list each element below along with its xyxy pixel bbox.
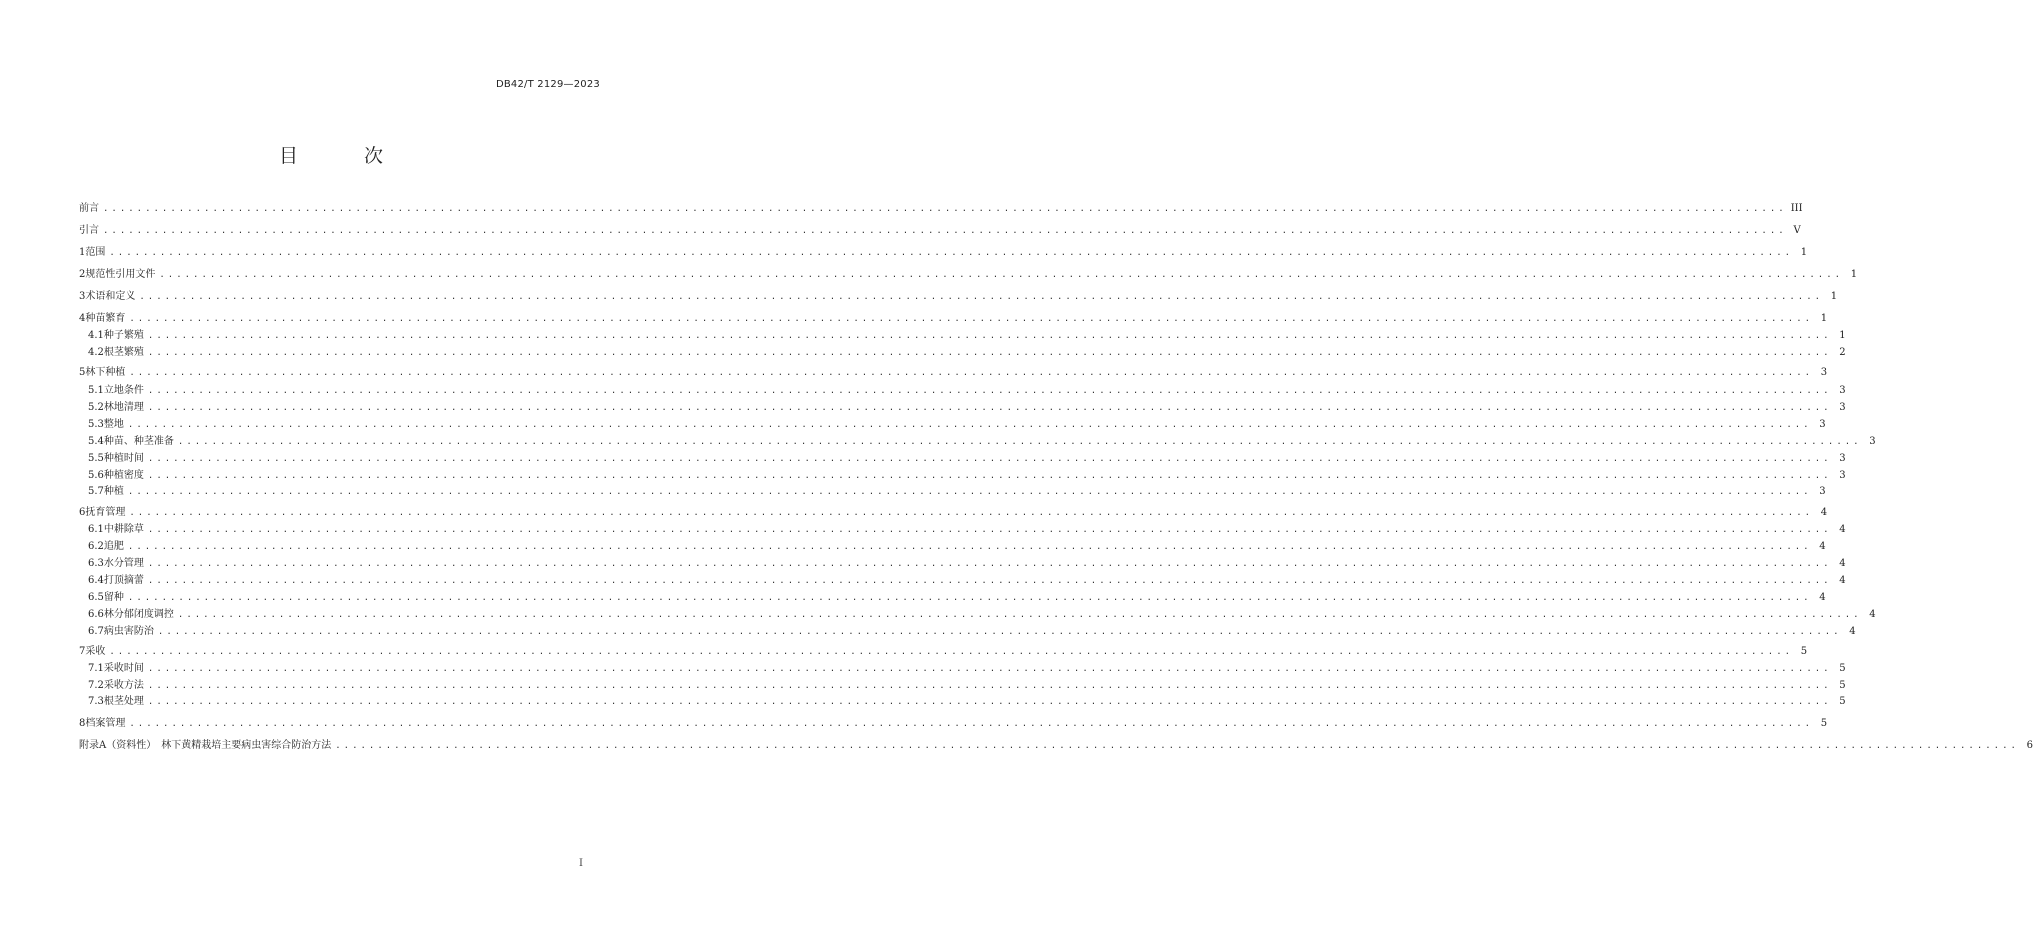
toc-entry[interactable] xyxy=(88,329,1846,343)
toc-entry[interactable] xyxy=(88,469,1846,483)
toc-entry-page: 1 xyxy=(1839,330,1846,341)
toc-entry-page: 2 xyxy=(1839,347,1846,358)
toc-leader-dots: ........................................................................................................................................................................................................ xyxy=(147,525,1832,535)
toc-entry-number: 4.1 xyxy=(88,330,104,341)
toc-entry-page: 5 xyxy=(1800,646,1808,657)
toc-leader-dots: ........................................................................................................................................................................................................ xyxy=(147,697,1832,707)
toc-leader-dots: ........................................................................................................................................................................................................ xyxy=(147,471,1832,481)
toc-entry-number: 6.6 xyxy=(88,609,104,620)
toc-leader-dots: ........................................................................................................................................................................................................ xyxy=(147,386,1832,396)
toc-entry-page: 1 xyxy=(1830,291,1838,302)
toc-entry[interactable] xyxy=(88,485,1826,499)
toc-leader-dots: ........................................................................................................................................................................................................ xyxy=(335,741,2019,751)
toc-entry-number: 6 xyxy=(79,507,86,518)
toc-entry-number: 2 xyxy=(79,269,86,280)
toc-entry-label: 种植 xyxy=(103,486,124,497)
toc-entry-page: 3 xyxy=(1820,367,1828,378)
toc-entry-page: 4 xyxy=(1820,507,1828,518)
toc-entry[interactable] xyxy=(88,418,1826,432)
toc-entry-page: 4 xyxy=(1819,541,1826,552)
toc-entry-number: 5.1 xyxy=(88,385,104,396)
toc-entry-number: 5.3 xyxy=(88,419,104,430)
toc-entry-page: 1 xyxy=(1820,313,1828,324)
toc-entry-label: 术语和定义 xyxy=(85,291,136,302)
toc-entry-number: 7.1 xyxy=(88,663,104,674)
toc-leader-dots: ........................................................................................................................................................................................................ xyxy=(127,420,1812,430)
toc-leader-dots: ........................................................................................................................................................................................................ xyxy=(147,576,1832,586)
toc-entry-number: 6.2 xyxy=(88,541,104,552)
toc-entry[interactable] xyxy=(79,268,1858,282)
toc-leader-dots: ........................................................................................................................................................................................................ xyxy=(147,454,1832,464)
toc-leader-dots: ........................................................................................................................................................................................................ xyxy=(147,403,1832,413)
toc-entry-number: 7.2 xyxy=(88,680,104,691)
toc-entry-number: 6.4 xyxy=(88,575,104,586)
toc-entry-page: V xyxy=(1793,225,1801,236)
toc-leader-dots: ........................................................................................................................................................................................................ xyxy=(127,487,1812,497)
toc-entry[interactable] xyxy=(79,366,1828,380)
toc-entry-label: 抚育管理 xyxy=(85,507,126,518)
toc-entry-number: 1 xyxy=(79,247,86,258)
toc-entry-number: 4.2 xyxy=(88,347,104,358)
toc-entry-number: 6.5 xyxy=(88,592,104,603)
toc-entry-label: 档案管理 xyxy=(85,718,126,729)
toc-entry-number: 7.3 xyxy=(88,696,104,707)
toc-entry-label: 前言 xyxy=(79,203,99,214)
toc-entry-page: 4 xyxy=(1849,626,1856,637)
toc-entry-page: 5 xyxy=(1839,663,1846,674)
toc-entry-label: 种苗、种茎准备 xyxy=(103,436,174,447)
toc-entry-page: 3 xyxy=(1819,486,1826,497)
toc-entry-number: 5.6 xyxy=(88,470,104,481)
toc-entry-number: 6.7 xyxy=(88,626,104,637)
toc-entry-number: 3 xyxy=(79,291,86,302)
toc-entry-label: 根茎处理 xyxy=(103,696,144,707)
toc-entry[interactable] xyxy=(88,557,1846,571)
toc-entry-label: 整地 xyxy=(103,419,124,430)
toc-entry[interactable] xyxy=(88,401,1846,415)
toc-leader-dots: ........................................................................................................................................................................................................ xyxy=(147,348,1832,358)
toc-leader-dots: ........................................................................................................................................................................................................ xyxy=(127,542,1812,552)
toc-entry-page: 3 xyxy=(1839,402,1846,413)
toc-entry-label: 范围 xyxy=(85,247,106,258)
page-title: 目 次 xyxy=(278,145,414,167)
toc-entry[interactable] xyxy=(88,679,1846,693)
toc-leader-dots: ........................................................................................................................................................................................................ xyxy=(103,226,1787,236)
toc-entry-page: 4 xyxy=(1869,609,1876,620)
toc-entry-label: 中耕除草 xyxy=(103,524,144,535)
toc-entry[interactable] xyxy=(88,574,1846,588)
toc-entry[interactable] xyxy=(79,202,1803,216)
toc-entry-label: 规范性引用文件 xyxy=(85,269,156,280)
toc-entry-label: 水分管理 xyxy=(103,558,144,569)
toc-entry-label: 采收方法 xyxy=(103,680,144,691)
toc-entry-label: 病虫害防治 xyxy=(103,626,154,637)
toc-entry-label: 采收 xyxy=(85,646,106,657)
toc-entry-page: 1 xyxy=(1850,269,1858,280)
toc-entry-number: 8 xyxy=(79,718,86,729)
toc-entry-label: 林地清理 xyxy=(103,402,144,413)
toc-entry-page: III xyxy=(1790,203,1803,214)
toc-entry-label: 林下种植 xyxy=(85,367,126,378)
toc-entry-label: 种子繁殖 xyxy=(103,330,144,341)
toc-leader-dots: ........................................................................................................................................................................................................ xyxy=(157,627,1842,637)
page-number: I xyxy=(579,858,583,869)
toc-entry-number: 5.4 xyxy=(88,436,104,447)
toc-entry[interactable] xyxy=(88,384,1846,398)
toc-entry-page: 3 xyxy=(1839,453,1846,464)
toc-entry-page: 3 xyxy=(1819,419,1826,430)
toc-entry[interactable] xyxy=(88,540,1826,554)
toc-entry-page: 5 xyxy=(1839,680,1846,691)
toc-entry-page: 3 xyxy=(1839,470,1846,481)
toc-leader-dots: ........................................................................................................................................................................................................ xyxy=(147,664,1832,674)
toc-entry[interactable] xyxy=(88,662,1846,676)
toc-leader-dots: ........................................................................................................................................................................................................ xyxy=(129,368,1814,378)
toc-leader-dots: ........................................................................................................................................................................................................ xyxy=(127,593,1812,603)
toc-entry-label: 林分郁闭度调控 xyxy=(103,609,174,620)
toc-entry-label: 采收时间 xyxy=(103,663,144,674)
toc-entry-page: 6 xyxy=(2026,740,2033,751)
toc-entry[interactable] xyxy=(88,435,1876,449)
toc-entry-number: 5.7 xyxy=(88,486,104,497)
toc-entry[interactable] xyxy=(79,312,1828,326)
toc-entry-page: 1 xyxy=(1800,247,1808,258)
toc-entry-number: 4 xyxy=(79,313,86,324)
toc-entry-label: 种苗繁育 xyxy=(85,313,126,324)
toc-leader-dots: ........................................................................................................................................................................................................ xyxy=(129,508,1814,518)
toc-entry[interactable] xyxy=(88,625,1856,639)
toc-leader-dots: ........................................................................................................................................................................................................ xyxy=(147,331,1832,341)
toc-entry-page: 4 xyxy=(1839,524,1846,535)
toc-entry-number: 6.1 xyxy=(88,524,104,535)
toc-leader-dots: ........................................................................................................................................................................................................ xyxy=(147,559,1832,569)
toc-leader-dots: ........................................................................................................................................................................................................ xyxy=(129,314,1814,324)
toc-entry-number: 5 xyxy=(79,367,86,378)
toc-entry[interactable] xyxy=(79,506,1828,520)
toc-leader-dots: ........................................................................................................................................................................................................ xyxy=(129,719,1814,729)
toc-entry-number: 5.2 xyxy=(88,402,104,413)
toc-leader-dots: ........................................................................................................................................................................................................ xyxy=(109,647,1794,657)
toc-entry-number: 5.5 xyxy=(88,453,104,464)
toc-entry-label: 附录A（资料性） 林下黄精栽培主要病虫害综合防治方法 xyxy=(79,740,332,751)
toc-entry-label: 追肥 xyxy=(103,541,124,552)
toc-entry-label: 种植时间 xyxy=(103,453,144,464)
toc-entry[interactable] xyxy=(88,591,1826,605)
toc-leader-dots: ........................................................................................................................................................................................................ xyxy=(177,437,1862,447)
toc-entry[interactable] xyxy=(79,224,1801,238)
toc-entry-page: 4 xyxy=(1839,575,1846,586)
toc-entry[interactable] xyxy=(88,452,1846,466)
toc-entry-page: 4 xyxy=(1839,558,1846,569)
toc-entry-page: 5 xyxy=(1820,718,1828,729)
toc-entry-label: 根茎繁殖 xyxy=(103,347,144,358)
toc-entry-number: 6.3 xyxy=(88,558,104,569)
toc-leader-dots: ........................................................................................................................................................................................................ xyxy=(177,610,1862,620)
toc-entry[interactable] xyxy=(79,645,1808,659)
toc-entry[interactable] xyxy=(88,523,1846,537)
toc-leader-dots: ........................................................................................................................................................................................................ xyxy=(159,270,1844,280)
document-code: DB42/T 2129—2023 xyxy=(495,79,600,90)
toc-leader-dots: ........................................................................................................................................................................................................ xyxy=(139,292,1824,302)
toc-entry-page: 3 xyxy=(1869,436,1876,447)
toc-entry-label: 种植密度 xyxy=(103,470,144,481)
toc-entry[interactable] xyxy=(79,246,1808,260)
toc-entry-page: 3 xyxy=(1839,385,1846,396)
toc-entry-label: 留种 xyxy=(103,592,124,603)
toc-leader-dots: ........................................................................................................................................................................................................ xyxy=(147,681,1832,691)
toc-entry-page: 5 xyxy=(1839,696,1846,707)
toc-entry-page: 4 xyxy=(1819,592,1826,603)
toc-entry-number: 7 xyxy=(79,646,86,657)
toc-leader-dots: ........................................................................................................................................................................................................ xyxy=(103,204,1787,214)
toc-entry[interactable] xyxy=(79,739,2033,753)
toc-entry[interactable] xyxy=(88,346,1846,360)
toc-entry[interactable] xyxy=(88,695,1846,709)
toc-leader-dots: ........................................................................................................................................................................................................ xyxy=(109,248,1794,258)
toc-entry[interactable] xyxy=(79,717,1828,731)
toc-entry-label: 打顶摘蕾 xyxy=(103,575,144,586)
toc-entry-label: 引言 xyxy=(79,225,99,236)
toc-entry[interactable] xyxy=(88,608,1876,622)
toc-entry-label: 立地条件 xyxy=(103,385,144,396)
toc-entry[interactable] xyxy=(79,290,1838,304)
